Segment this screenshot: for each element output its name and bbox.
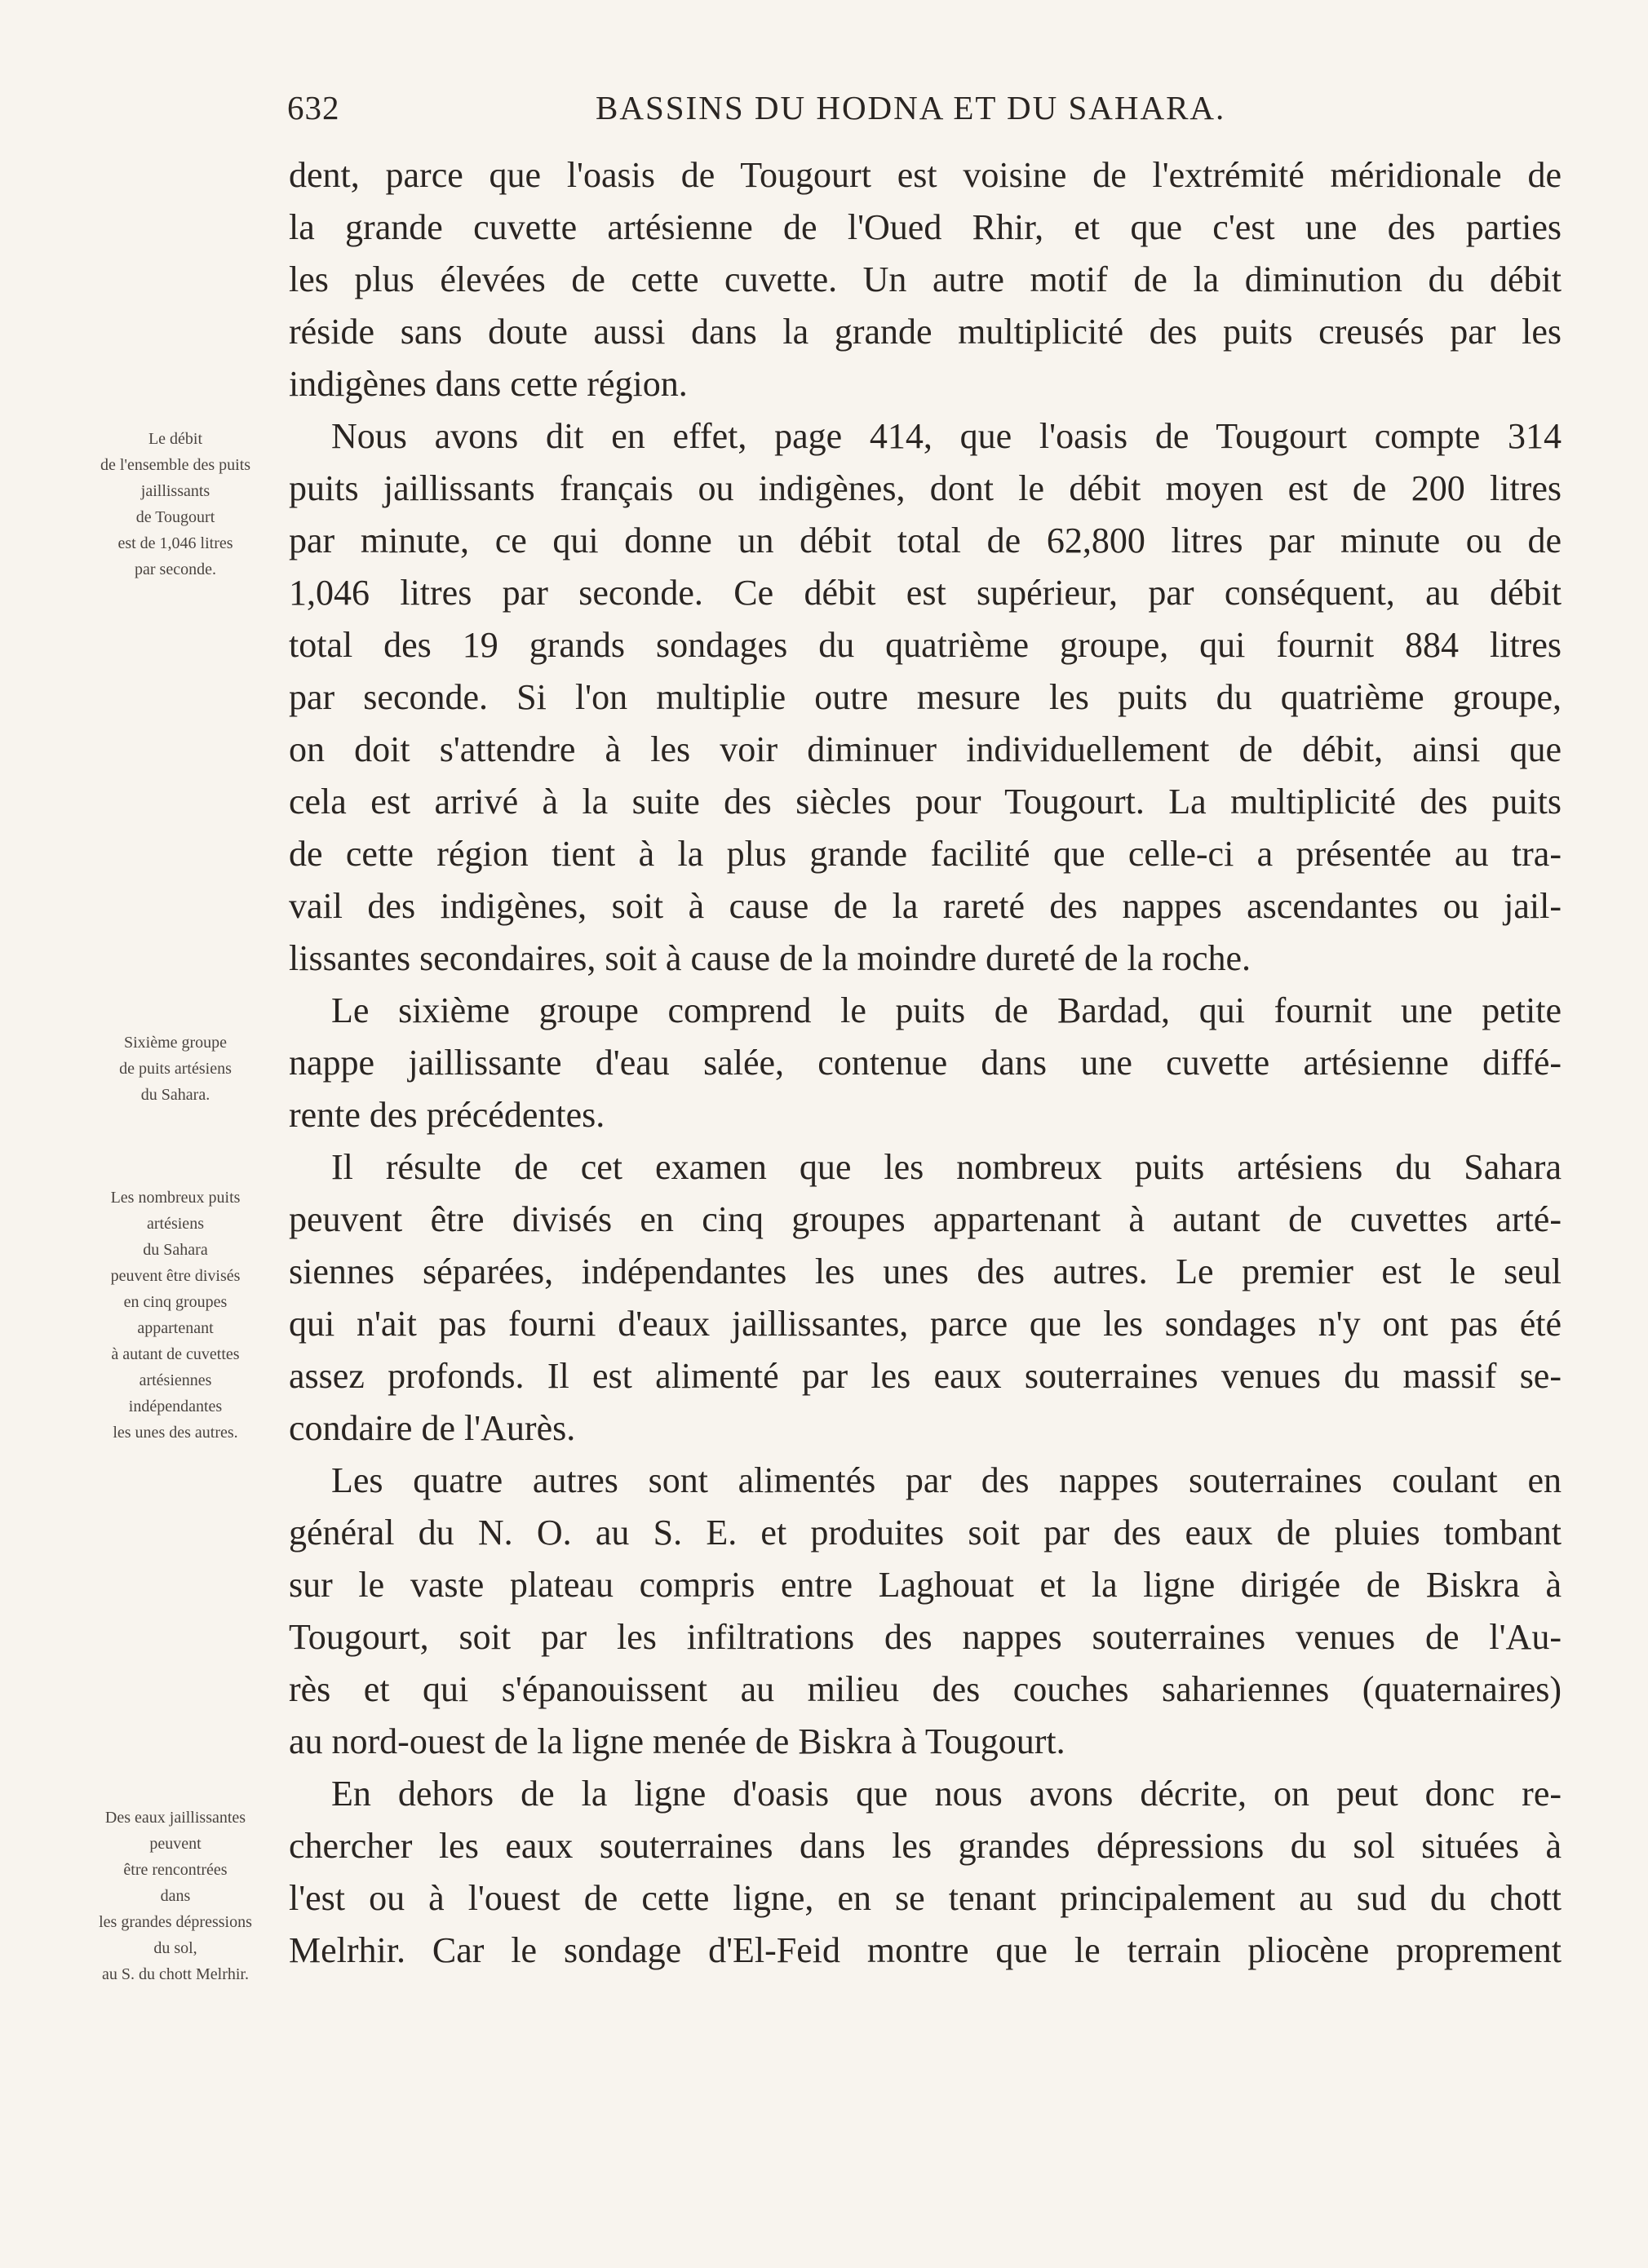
text-line: condaire de l'Aurès.: [289, 1408, 576, 1448]
text-line: peuvent être divisés en cinq groupes appartenant à autant de cuvettes arté-: [289, 1199, 1562, 1239]
text-line: rès et qui s'épanouissent au milieu des couches sahariennes (quaternaires): [289, 1669, 1562, 1709]
text-line: indigènes dans cette région.: [289, 364, 688, 404]
text-line: dent, parce que l'oasis de Tougourt est voisine de l'extrémité méridionale de: [289, 155, 1562, 195]
margin-note-line: par seconde.: [135, 560, 216, 578]
text-line: nappe jaillissante d'eau salée, contenue dans une cuvette artésienne diffé-: [289, 1043, 1562, 1083]
margin-note-line: de puits artésiens: [119, 1060, 232, 1078]
margin-note-line: indépendantes: [128, 1398, 223, 1415]
text-line: réside sans doute aussi dans la grande multiplicité des puits creusés par les: [289, 312, 1562, 352]
text-line: au nord-ouest de la ligne menée de Biskra à Tougourt.: [289, 1721, 1065, 1761]
text-line: les plus élevées de cette cuvette. Un autre motif de la diminution du débit: [289, 259, 1562, 299]
margin-note-line: appartenant: [137, 1319, 214, 1337]
margin-note-line: Des eaux jaillissantes: [104, 1809, 246, 1827]
margin-note-debit: [82, 426, 269, 583]
text-line: par seconde. Si l'on multiplie outre mesure les puits du quatrième groupe,: [289, 677, 1562, 717]
margin-note-line: à autant de cuvettes: [111, 1345, 240, 1363]
margin-note-line: jaillissants: [140, 482, 210, 500]
margin-note-line: Sixième groupe: [123, 1034, 228, 1052]
text-line: siennes séparées, indépendantes les unes des autres. Le premier est le seul: [289, 1251, 1562, 1291]
text-line: qui n'ait pas fourni d'eaux jaillissantes, parce que les sondages n'y ont pas été: [289, 1304, 1562, 1344]
margin-note-sixieme-groupe: [82, 1030, 269, 1108]
text-line: général du N. O. au S. E. et produites soit par des eaux de pluies tombant: [289, 1513, 1562, 1553]
text-line: la grande cuvette artésienne de l'Oued Rhir, et que c'est une des parties: [289, 207, 1562, 247]
page-header: [287, 88, 1242, 137]
margin-note-line: artésiennes: [139, 1371, 212, 1389]
text-line: assez profonds. Il est alimenté par les eaux souterraines venues du massif se-: [289, 1356, 1562, 1396]
margin-note-line: de l'ensemble des puits: [100, 456, 251, 474]
margin-note-line: artésiens: [147, 1215, 204, 1233]
text-line: cela est arrivé à la suite des siècles pour Tougourt. La multiplicité des puits: [289, 782, 1562, 822]
text-line: vail des indigènes, soit à cause de la rareté des nappes ascendantes ou jail-: [289, 886, 1562, 926]
text-line: lissantes secondaires, soit à cause de la moindre dureté de la roche.: [289, 938, 1251, 978]
margin-note-line: Les nombreux puits: [110, 1189, 241, 1207]
margin-note-cinq-groupes: [82, 1185, 269, 1446]
margin-note-eaux-jaillissantes: [82, 1805, 269, 1987]
text-line: l'est ou à l'ouest de cette ligne, en se tenant principalement au sud du chott: [289, 1878, 1562, 1918]
text-line: de cette région tient à la plus grande facilité que celle-ci a présentée au tra-: [289, 834, 1562, 874]
margin-note-line: au S. du chott Melrhir.: [102, 1965, 249, 1983]
margin-note-line: les unes des autres.: [113, 1424, 238, 1442]
margin-note-line: les grandes dépressions: [99, 1913, 252, 1931]
text-line: total des 19 grands sondages du quatrième groupe, qui fournit 884 litres: [289, 625, 1562, 665]
page-number: 632: [287, 89, 340, 126]
text-line: Le sixième groupe comprend le puits de Bardad, qui fournit une petite: [331, 990, 1562, 1030]
text-line: rente des précédentes.: [289, 1095, 605, 1135]
margin-note-line: dans: [160, 1887, 191, 1905]
text-line: on doit s'attendre à les voir diminuer individuellement de débit, ainsi que: [289, 729, 1562, 769]
margin-note-line: en cinq groupes: [123, 1293, 228, 1311]
margin-note-line: de Tougourt: [135, 508, 215, 526]
margin-note-line: du Sahara: [143, 1241, 208, 1259]
text-line: Nous avons dit en effet, page 414, que l'oasis de Tougourt compte 314: [331, 416, 1562, 456]
margin-note-line: être rencontrées: [123, 1861, 228, 1879]
text-line: Tougourt, soit par les infiltrations des nappes souterraines venues de l'Au-: [289, 1617, 1562, 1657]
running-title: BASSINS DU HODNA ET DU SAHARA.: [596, 89, 1226, 126]
text-line: chercher les eaux souterraines dans les grandes dépressions du sol situées à: [289, 1826, 1562, 1866]
margin-note-line: peuvent: [149, 1835, 202, 1853]
text-line: Il résulte de cet examen que les nombreux puits artésiens du Sahara: [331, 1147, 1562, 1187]
text-line: Melrhir. Car le sondage d'El-Feid montre que le terrain pliocène proprement: [289, 1930, 1562, 1970]
margin-note-line: du sol,: [153, 1939, 197, 1957]
margin-note-line: du Sahara.: [140, 1086, 210, 1104]
text-line: par minute, ce qui donne un débit total de 62,800 litres par minute ou de: [289, 520, 1562, 560]
margin-note-line: Le débit: [148, 430, 203, 448]
text-line: 1,046 litres par seconde. Ce débit est supérieur, par conséquent, au débit: [289, 573, 1562, 613]
text-line: En dehors de la ligne d'oasis que nous avons décrite, on peut donc re-: [331, 1774, 1562, 1814]
text-line: sur le vaste plateau compris entre Laghouat et la ligne dirigée de Biskra à: [289, 1565, 1562, 1605]
text-line: Les quatre autres sont alimentés par des nappes souterraines coulant en: [331, 1460, 1562, 1500]
text-line: puits jaillissants français ou indigènes, dont le débit moyen est de 200 litres: [289, 468, 1562, 508]
margin-note-line: peuvent être divisés: [110, 1267, 241, 1285]
margin-note-line: est de 1,046 litres: [117, 534, 233, 552]
